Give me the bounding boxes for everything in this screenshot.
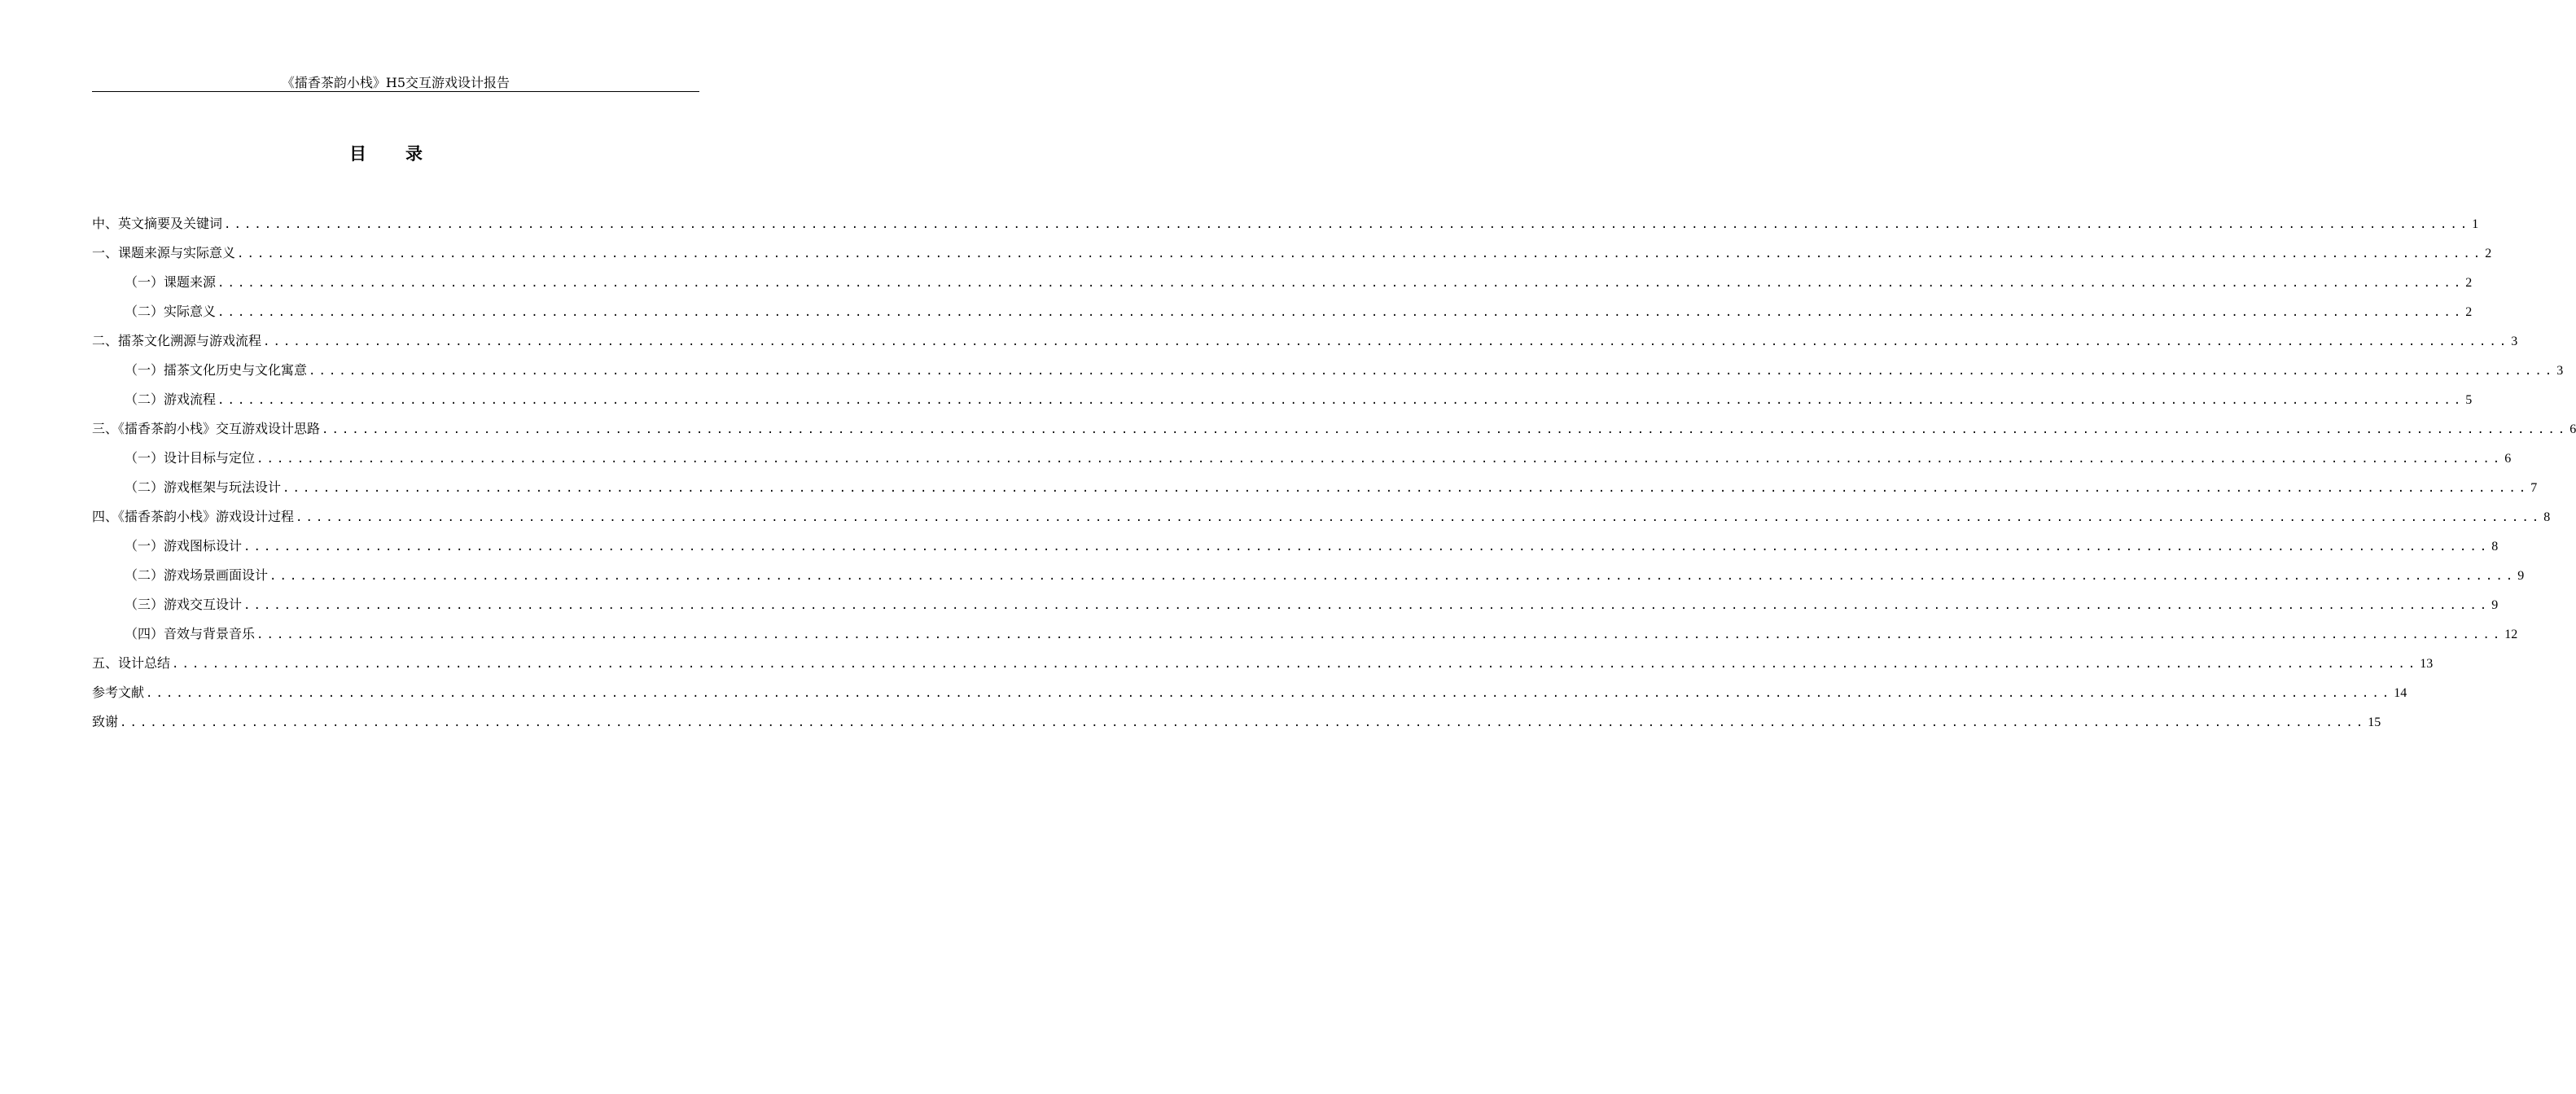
dot-leader: ..............................................................................................................................................................................................................................: [283, 482, 2530, 495]
dot-leader: ..............................................................................................................................................................................................................................: [224, 218, 2471, 231]
toc-entry-page: 6: [2504, 452, 2512, 466]
toc-entry-label: 二、擂茶文化溯源与游戏流程: [92, 333, 262, 348]
dot-leader: ..............................................................................................................................................................................................................................: [243, 540, 2491, 554]
toc-entry-page: 2: [2485, 247, 2492, 260]
toc-entry-page: 2: [2465, 305, 2473, 319]
page-header: 《擂香茶韵小栈》H5交互游戏设计报告: [281, 75, 510, 90]
toc-entry-label: （四）音效与背景音乐: [125, 626, 256, 641]
toc-entry-label: （一）擂茶文化历史与文化寓意: [125, 362, 308, 378]
toc-entry-section-1-1[interactable]: [92, 268, 2473, 297]
toc-entry-page: 9: [2517, 569, 2525, 583]
toc-entry-label: 一、课题来源与实际意义: [92, 245, 236, 260]
toc-entry-label: （二）游戏流程: [125, 392, 217, 407]
toc-entry-page: 2: [2465, 276, 2473, 290]
toc-entry-label: （三）游戏交互设计: [125, 597, 243, 612]
toc-entry-page: 3: [2511, 335, 2518, 348]
dot-leader: ..............................................................................................................................................................................................................................: [256, 453, 2504, 466]
dot-leader: ..............................................................................................................................................................................................................................: [146, 687, 2393, 700]
dot-leader: ..............................................................................................................................................................................................................................: [263, 335, 2510, 348]
toc-entry-label: 三、《擂香茶韵小栈》交互游戏设计思路: [92, 421, 321, 436]
toc-entry-page: 14: [2394, 686, 2407, 700]
toc-title: [0, 142, 773, 166]
toc-entry-page: 1: [2472, 217, 2479, 231]
toc-entry-label: 五、设计总结: [92, 655, 171, 671]
dot-leader: ..............................................................................................................................................................................................................................: [217, 394, 2464, 407]
toc-entry-chapter-5[interactable]: [92, 649, 2434, 678]
dot-leader: ..............................................................................................................................................................................................................................: [243, 599, 2491, 612]
dot-leader: ..............................................................................................................................................................................................................................: [309, 365, 2556, 378]
toc-entry-label: （一）设计目标与定位: [125, 450, 256, 466]
dot-leader: ..............................................................................................................................................................................................................................: [217, 306, 2464, 319]
toc-entry-section-4-3[interactable]: [92, 590, 2499, 619]
toc-entry-chapter-3[interactable]: [92, 414, 2576, 444]
toc-entry-page: 15: [2368, 715, 2381, 729]
toc-entry-chapter-4[interactable]: [92, 502, 2551, 532]
toc-entry-section-1-2[interactable]: [92, 297, 2473, 326]
dot-leader: ..............................................................................................................................................................................................................................: [322, 423, 2569, 436]
toc-entry-page: 6: [2569, 422, 2576, 436]
toc-entry-chapter-2[interactable]: [92, 326, 2518, 356]
dot-leader: ..............................................................................................................................................................................................................................: [296, 511, 2543, 524]
toc-entry-section-2-2[interactable]: [92, 385, 2473, 414]
toc-title-right: 录: [405, 143, 424, 164]
toc-entry-page: 7: [2530, 481, 2538, 495]
dot-leader: ..............................................................................................................................................................................................................................: [120, 716, 2367, 729]
toc-entry-page: 12: [2504, 628, 2518, 641]
toc-entry-section-2-1[interactable]: [92, 356, 2564, 385]
toc-entry-chapter-1[interactable]: [92, 238, 2492, 268]
toc-entry-abstract[interactable]: [92, 209, 2479, 238]
toc-entry-page: 8: [2491, 540, 2499, 554]
toc-entry-references[interactable]: [92, 678, 2407, 707]
toc-entry-section-4-4[interactable]: [92, 619, 2518, 649]
toc-entry-page: 8: [2543, 510, 2551, 524]
toc-entry-page: 9: [2491, 598, 2499, 612]
toc-entry-acknowledgements[interactable]: [92, 707, 2381, 737]
dot-leader: ..............................................................................................................................................................................................................................: [237, 247, 2484, 260]
toc-entry-page: 3: [2556, 364, 2564, 378]
toc-entry-label: （一）游戏图标设计: [125, 538, 243, 554]
toc-entry-section-4-2[interactable]: [92, 561, 2525, 590]
toc-entry-page: 5: [2465, 393, 2473, 407]
dot-leader: ..............................................................................................................................................................................................................................: [269, 570, 2517, 583]
toc-entry-label: 四、《擂香茶韵小栈》游戏设计过程: [92, 509, 295, 524]
dot-leader: ..............................................................................................................................................................................................................................: [256, 628, 2504, 641]
toc-entry-label: （一）课题来源: [125, 274, 217, 290]
header-rule: [92, 91, 699, 92]
toc-entry-label: 中、英文摘要及关键词: [92, 216, 223, 231]
toc-entry-section-3-1[interactable]: [92, 444, 2512, 473]
toc-entry-page: 13: [2420, 657, 2434, 671]
toc-entry-label: （二）游戏框架与玩法设计: [125, 479, 282, 495]
toc-entry-section-4-1[interactable]: [92, 532, 2499, 561]
toc-entry-section-3-2[interactable]: [92, 473, 2538, 502]
dot-leader: ..............................................................................................................................................................................................................................: [217, 277, 2464, 290]
toc-title-left: 目: [349, 143, 368, 164]
toc-entry-label: （二）游戏场景画面设计: [125, 567, 269, 583]
table-of-contents: [92, 209, 2576, 737]
toc-entry-label: 参考文献: [92, 685, 145, 700]
dot-leader: ..............................................................................................................................................................................................................................: [172, 658, 2419, 671]
toc-entry-label: （二）实际意义: [125, 304, 217, 319]
toc-entry-label: 致谢: [92, 714, 119, 729]
